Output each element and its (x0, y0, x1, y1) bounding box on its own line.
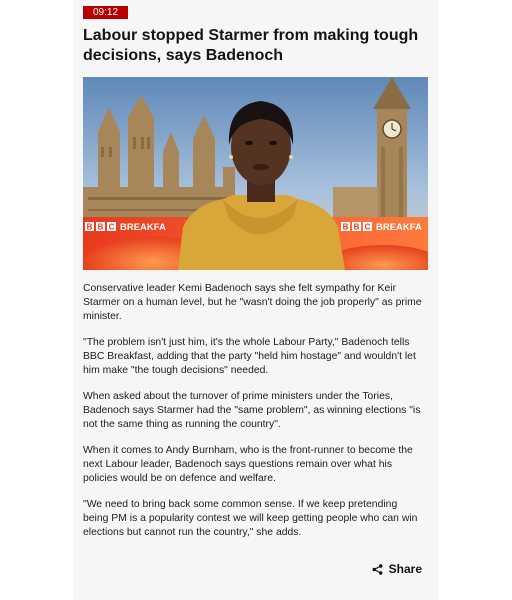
bbc-logo-letter: B (97, 222, 104, 232)
paragraph: Conservative leader Kemi Badenoch says she felt sympathy for Keir Starmer on a human level, but he "wasn't doing the job properly" as prime minister. (83, 283, 422, 322)
share-button[interactable] (372, 562, 422, 576)
bbc-logo-letter: B (342, 222, 349, 232)
post-headline: Labour stopped Starmer from making tough decisions, says Badenoch (83, 27, 419, 64)
bbc-breakfast-studio-image (83, 77, 428, 270)
article-image (83, 77, 428, 270)
ticker-text-right: BREAKFA (376, 222, 422, 233)
bbc-logo-left (85, 222, 166, 233)
paragraph: "We need to bring back some common sense. If we keep pretending being PM is a popularity contest we will keep getting people who can win elections but cannot run the country," she adds. (83, 499, 418, 538)
bbc-logo-letter: B (353, 222, 360, 232)
bbc-logo-letter: C (108, 222, 115, 232)
paragraph: When it comes to Andy Burnham, who is the front-runner to become the next Labour leader, Badenoch says questions remain over what his policies would be on defence and welfare. (83, 445, 413, 484)
bbc-logo-letter: B (86, 222, 93, 232)
big-ben-tower (373, 77, 411, 237)
paragraph: When asked about the turnover of prime ministers under the Tories, Badenoch says Starmer had the "same problem", as winning elections "is not the same thing as running the country". (83, 391, 421, 430)
bbc-logo-letter: C (364, 222, 371, 232)
paragraph: "The problem isn't just him, it's the whole Labour Party," Badenoch tells BBC Breakfast, adding that the party "held him hostage" and wouldn't let him make "the tough decisions" needed. (83, 337, 416, 376)
share-icon (372, 564, 383, 575)
share-label: Share (388, 562, 422, 576)
ticker-text-left: BREAKFA (120, 222, 166, 233)
post-body (83, 282, 423, 552)
bbc-logo-right (341, 222, 422, 233)
timestamp-badge: 09:12 (83, 6, 128, 19)
live-post-card (73, 0, 438, 600)
